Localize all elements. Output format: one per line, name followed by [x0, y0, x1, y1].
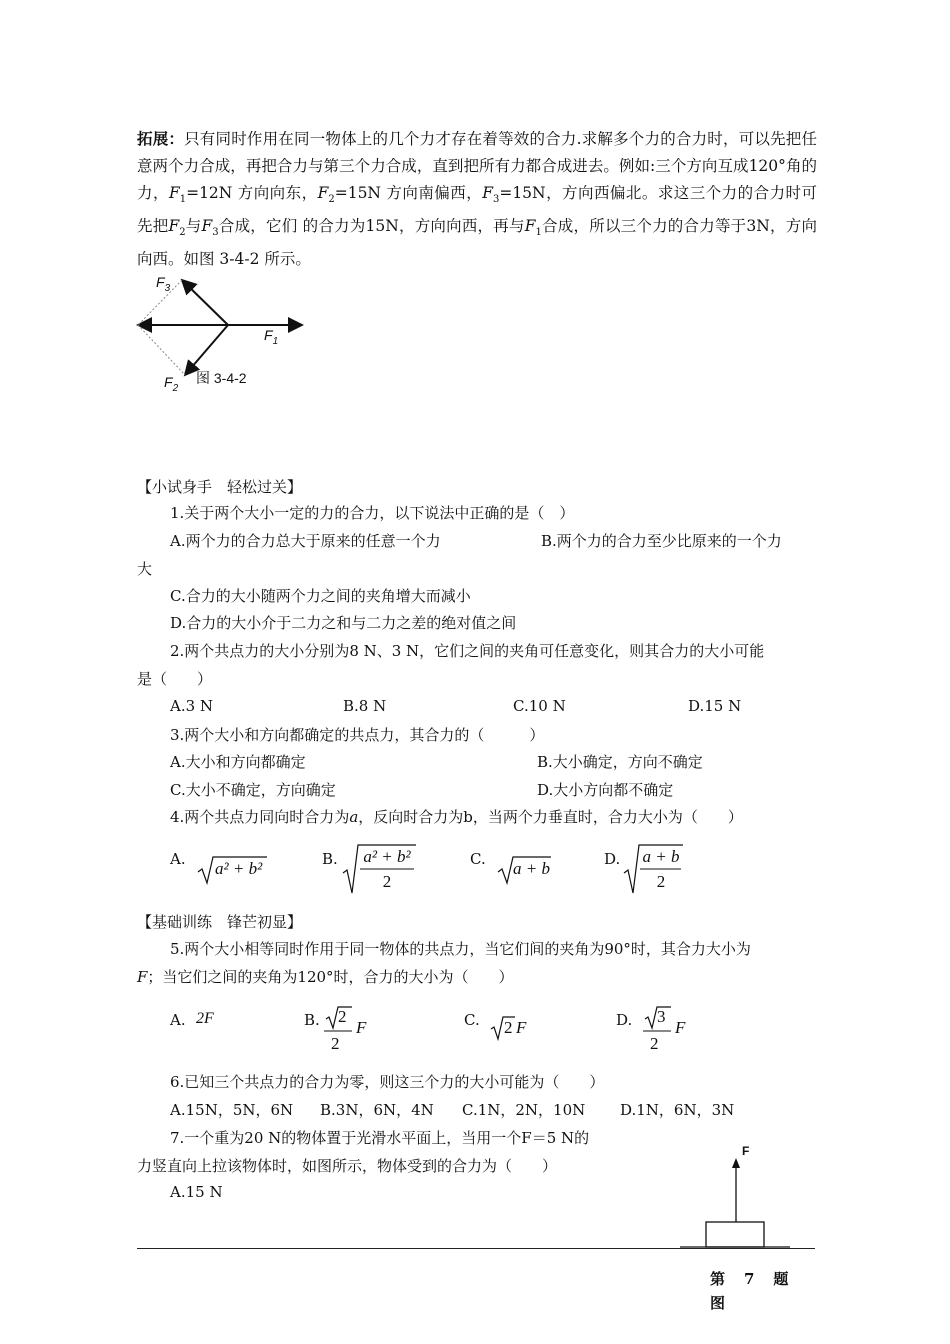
q4-option-d-expr: a + b 2 — [623, 843, 685, 899]
q1-option-c: C.合力的大小随两个力之间的夹角增大而减小 — [170, 587, 471, 605]
q7-stem-wrap: 力竖直向上拉该物体时，如图所示，物体受到的合力为（ ） — [137, 1157, 558, 1175]
q2-option-b: B.8 N — [343, 697, 387, 715]
q5-option-a-expr: 2F — [196, 1010, 214, 1027]
q7-stem: 7.一个重为20 N的物体置于光滑水平面上，当用一个F＝5 N的 — [170, 1129, 590, 1147]
q5-option-b-expr: 2 2 F — [322, 1004, 356, 1060]
q7-force-label: F — [742, 1144, 750, 1158]
q1-option-b: B.两个力的合力至少比原来的一个力 — [541, 532, 782, 550]
q3-option-d: D.大小方向都不确定 — [537, 781, 674, 799]
section-title-1: 【小试身手 轻松过关】 — [137, 478, 303, 496]
q1-option-a: A.两个力的合力总大于原来的任意一个力 — [170, 532, 441, 550]
f3-arrow — [182, 280, 228, 325]
q2-option-a: A.3 N — [170, 697, 214, 715]
q5-option-c-expr: 2 F — [489, 1015, 519, 1045]
q4-option-c-expr: a + b — [497, 855, 553, 889]
q2-option-c: C.10 N — [513, 697, 566, 715]
divider — [137, 1248, 815, 1249]
q7-caption-1: 第 7 题 — [710, 1270, 791, 1288]
q2-stem-wrap: 是（ ） — [137, 670, 213, 688]
q2-stem: 2.两个共点力的大小分别为8 N、3 N，它们之间的夹角可任意变化，则其合力的大小可能 — [170, 642, 765, 660]
dashed-f2 — [138, 325, 185, 375]
extension-paragraph: 拓展：只有同时作用在同一物体上的几个力才存在着等效的合力.求解多个力的合力时，可以先把任意两个力合成，再把合力与第三个力合成，直到把所有力都合成进去。例如:三个方向互成120°角的力，$F_1=12N$ 方向向东，$F_2=15N$ 方向南偏西，$F_3=15N$，方向西偏北。求这三个力的合力时可先把$F_2$与$F_3$合成，它们 的合力为15N，方向向西，再与$F_1$合成，所以三个力的合力等于3N，方向向西。如图 3-4-2 所示。 — [137, 129, 818, 269]
q5-option-c-label: C. — [464, 1011, 480, 1029]
label-f2: $F_2$ — [164, 374, 179, 394]
q1-stem: 1.关于两个大小一定的力的合力，以下说法中正确的是（ ） — [170, 504, 575, 522]
q4-option-a-label: A. — [170, 850, 186, 868]
label-f1: $F_1$ — [264, 327, 279, 347]
q3-option-c: C.大小不确定，方向确定 — [170, 781, 336, 799]
q1-option-b-wrap: 大 — [137, 560, 153, 578]
q4-stem: 4.两个共点力同向时合力为a，反向时合力为b，当两个力垂直时，合力大小为（ ） — [170, 808, 743, 826]
q6-option-d: D.1N，6N，3N — [620, 1101, 735, 1119]
q5-option-d-label: D. — [616, 1011, 633, 1029]
q3-option-a: A.大小和方向都确定 — [170, 753, 306, 771]
q6-option-a: A.15N，5N，6N — [170, 1101, 294, 1119]
block-force-diagram — [680, 1142, 795, 1250]
q4-option-b-expr: a² + b² 2 — [342, 843, 418, 899]
q6-option-c: C.1N，2N，10N — [462, 1101, 586, 1119]
q5-stem-wrap: F；当它们之间的夹角为120°时，合力的大小为（ ） — [137, 968, 514, 986]
q7-figure — [680, 1142, 795, 1250]
q4-option-c-label: C. — [470, 850, 486, 868]
q4-option-a-expr: a² + b² — [197, 855, 269, 889]
q5-option-b-label: B. — [304, 1011, 320, 1029]
q6-stem: 6.已知三个共点力的合力为零，则这三个力的大小可能为（ ） — [170, 1073, 605, 1091]
figure-3-4-2 — [130, 272, 315, 397]
section-title-2: 【基础训练 锋芒初显】 — [137, 913, 303, 931]
q5-option-d-expr: 3 2 F — [641, 1004, 675, 1060]
q3-option-b: B.大小确定，方向不确定 — [537, 753, 703, 771]
label-f3: $F_3$ — [156, 274, 171, 294]
q7-caption-2: 图 — [710, 1294, 726, 1312]
q7-option-a: A.15 N — [170, 1183, 223, 1201]
q4-option-d-label: D. — [604, 850, 621, 868]
q2-option-d: D.15 N — [688, 697, 742, 715]
q5-option-a-label: A. — [170, 1011, 186, 1029]
extension-label: 拓展： — [137, 129, 185, 148]
figure-caption: 图 3-4-2 — [196, 370, 247, 386]
block — [706, 1222, 764, 1247]
q1-option-d: D.合力的大小介于二力之和与二力之差的绝对值之间 — [170, 614, 517, 632]
q5-stem: 5.两个大小相等同时作用于同一物体的共点力，当它们间的夹角为90°时，其合力大小为 — [170, 940, 751, 958]
arrow-head-icon — [732, 1158, 740, 1168]
q3-stem: 3.两个大小和方向都确定的共点力，其合力的（ ） — [170, 726, 545, 744]
q6-option-b: B.3N，6N，4N — [320, 1101, 434, 1119]
q4-option-b-label: B. — [322, 850, 338, 868]
